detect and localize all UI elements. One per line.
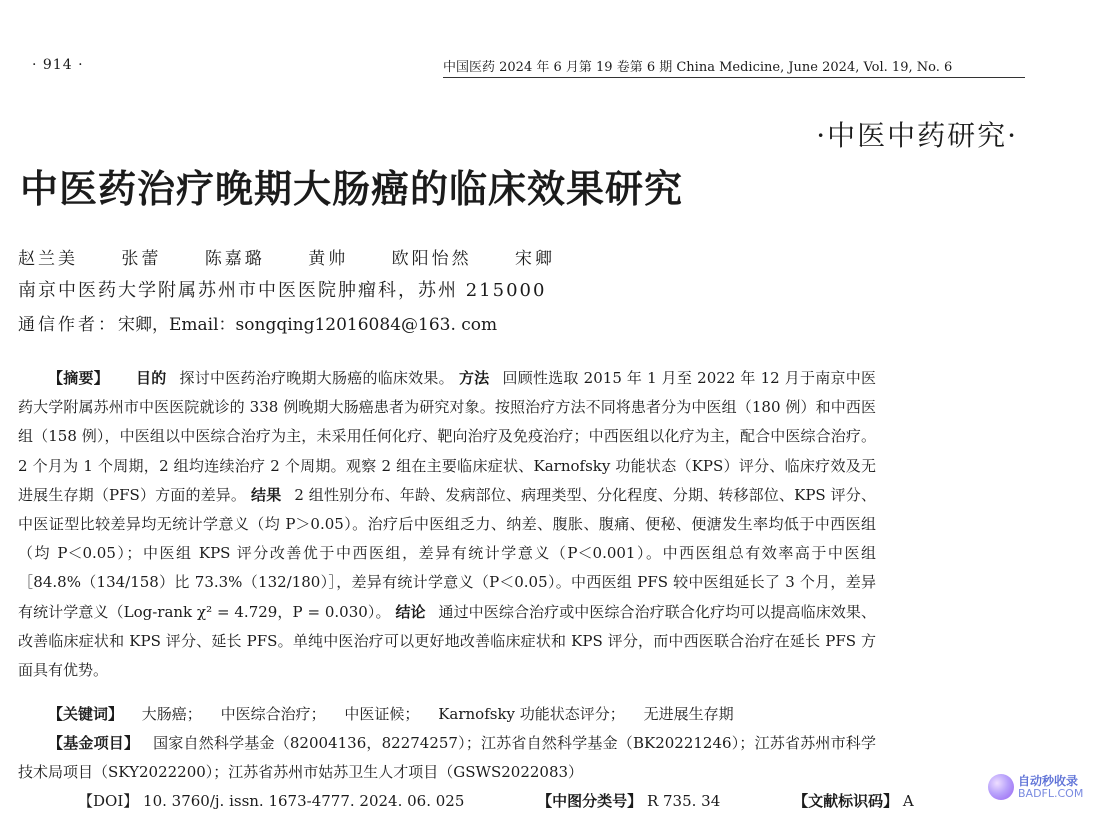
funding — [18, 729, 876, 787]
keywords-label: 【关键词】 — [48, 705, 124, 723]
methods-text: 回顾性选取 2015 年 1 月至 2022 年 12 月于南京中医药大学附属苏州市中医医院就诊的 338 例晚期大肠癌患者为研究对象。按照治疗方法不同将患者分为中医组（180 例）和中西医组（158 例），中医组以中医综合治疗为主，未采用任何化疗、靶向治疗及免疫治疗；中西医组以化疗为主，配合中医综合治疗。2 个月为 1 个周期，2 组均连续治疗 2 个周期。观察 2 组在主要临床症状、Karnofsky 功能状态（KPS）评分、临床疗效及无进展生存期（PFS）方面的差异。 — [18, 369, 876, 504]
keyword-item: 中医证候； — [344, 705, 420, 723]
conclusion-label: 结论 — [395, 602, 426, 621]
watermark-url: BADFL.COM — [1018, 787, 1084, 800]
watermark-text: 自动秒收录 — [1018, 774, 1079, 788]
objective-label: 目的 — [136, 369, 167, 387]
results-label: 结果 — [251, 485, 282, 504]
keyword-item: 中医综合治疗； — [220, 705, 326, 723]
author-name: 黄帅 — [308, 249, 349, 269]
correspondence — [18, 310, 497, 335]
header-rule — [443, 77, 1025, 78]
keyword-item: 大肠癌； — [141, 705, 202, 723]
keyword-item: 无进展生存期 — [643, 705, 734, 723]
affiliation: 南京中医药大学附属苏州市中医医院肿瘤科，苏州 215000 — [18, 280, 547, 301]
article-title: 中医药治疗晚期大肠癌的临床效果研究 — [20, 166, 684, 211]
abstract-label: 【摘要】 — [48, 369, 109, 387]
keywords — [18, 700, 876, 729]
methods-label: 方法 — [458, 369, 490, 387]
running-header: 中国医药 2024 年 6 月第 19 卷第 6 期 China Medicine, June 2024, Vol. 19, No. 6 — [443, 60, 953, 75]
conclusion-text: 通过中医综合治疗或中医综合治疗联合化疗均可以提高临床效果、改善临床症状和 KPS 评分、延长 PFS。单纯中医治疗可以更好地改善临床症状和 KPS 评分，而中西医联合治疗在延长 PFS 方面具有优势。 — [18, 602, 876, 680]
author-name: 陈嘉璐 — [204, 249, 265, 269]
correspondence-value: 宋卿，Email：songqing12016084@163. com — [118, 315, 498, 335]
section-tag: ·中医中药研究· — [816, 119, 1018, 152]
page-number: · 914 · — [32, 57, 84, 73]
abstract — [18, 364, 876, 685]
author-name: 宋卿 — [515, 249, 556, 269]
doi-segment — [48, 787, 464, 816]
doi-value: 10. 3760/j. issn. 1673-4777. 2024. 06. 025 — [143, 792, 465, 810]
keyword-item: Karnofsky 功能状态评分； — [438, 705, 625, 723]
clc-segment — [507, 787, 720, 816]
doc-code-segment — [763, 787, 914, 816]
correspondence-label: 通信作者： — [18, 315, 118, 335]
author-list — [18, 244, 593, 269]
objective-text: 探讨中医药治疗晚期大肠癌的临床效果。 — [179, 369, 454, 387]
watermark-logo-icon — [988, 774, 1014, 800]
funding-label: 【基金项目】 — [48, 734, 140, 752]
results-text: 2 组性别分布、年龄、发病部位、病理类型、分化程度、分期、转移部位、KPS 评分、中医证型比较差异均无统计学意义（均 P＞0.05）。治疗后中医组乏力、纳差、腹胀、腹痛、便秘、便溏发生率均低于中西医组（均 P＜0.05）；中医组 KPS 评分改善优于中西医组，差异有统计学意义（P＜0.001）。中西医组总有效率高于中医组［84.8%（134/158）比 73.3%（132/180）］，差异有统计学意义（P＜0.05）。中西医组 PFS 较中医组延长了 3 个月，差异有统计学意义（Log-rank χ² = 4.729，P = 0.030）。 — [18, 485, 876, 621]
author-name: 欧阳怡然 — [391, 249, 472, 269]
clc-value: R 735. 34 — [646, 792, 721, 810]
author-name: 赵兰美 — [18, 249, 78, 269]
identifiers — [18, 787, 914, 816]
doi-label: 【DOI】 — [78, 792, 139, 810]
doc-code-value: A — [902, 792, 914, 810]
clc-label: 【中图分类号】 — [537, 792, 643, 810]
doc-code-label: 【文献标识码】 — [793, 792, 899, 810]
author-name: 张蕾 — [121, 249, 162, 269]
watermark — [988, 772, 1100, 802]
funding-text: 国家自然科学基金（82004136，82274257）；江苏省自然科学基金（BK20221246）；江苏省苏州市科学技术局项目（SKY2022200）；江苏省苏州市姑苏卫生人才项目（GSWS2022083） — [18, 734, 876, 782]
